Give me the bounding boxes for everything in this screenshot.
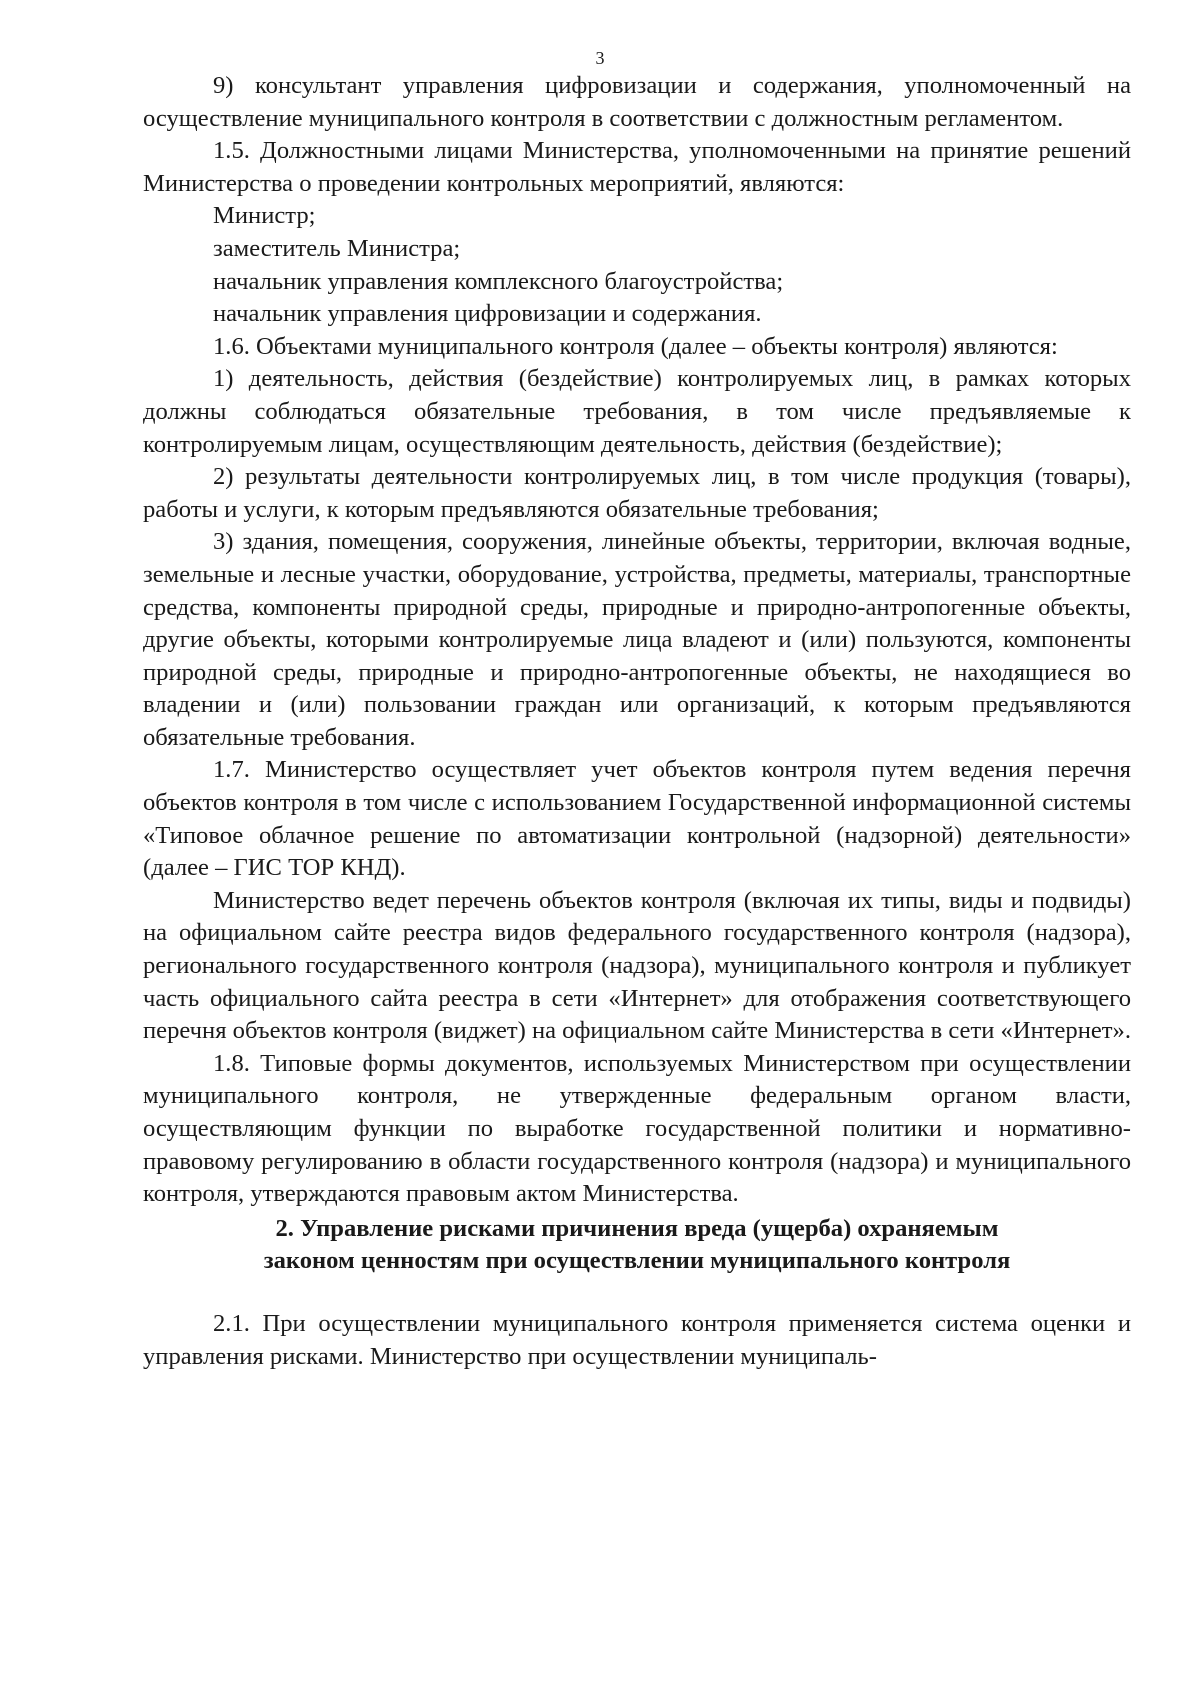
paragraph-1-8: 1.8. Типовые формы документов, используемых Министерством при осуществлении муниципального контроля, не утвержденные федеральным органом власти, осуществляющим функции по выработке государственной политики и нормативно-правовому регулированию в области государственного контроля (надзора) и муниципального контроля, утверждаются правовым актом Министерства. <box>143 1049 1131 1208</box>
document-body <box>143 70 1131 1373</box>
list-item-head-landscaping: начальник управления комплексного благоустройства; <box>213 267 784 295</box>
paragraph-1-6-item-3: 3) здания, помещения, сооружения, линейные объекты, территории, включая водные, земельные и лесные участки, оборудование, устройства, предметы, материалы, транспортные средства, компоненты природной среды, природные и природно-антропогенные объекты, другие объекты, которыми контролируемые лица владеют и (или) пользуются, компоненты природной среды, природные и природно-антропогенные объекты, не находящиеся во владении и (или) пользовании граждан или организаций, к которым предъявляются обязательные требования. <box>143 528 1131 751</box>
list-item-deputy-minister: заместитель Министра; <box>213 234 461 262</box>
list-item-head-digitalization: начальник управления цифровизации и содержания. <box>213 300 762 328</box>
paragraph-1-6-item-2: 2) результаты деятельности контролируемых лиц, в том числе продукция (товары), работы и услуги, к которым предъявляются обязательные требования; <box>143 463 1131 523</box>
section-heading-line-2: законом ценностям при осуществлении муниципального контроля <box>263 1247 1011 1275</box>
paragraph-1-6: 1.6. Объектами муниципального контроля (далее – объекты контроля) являются: <box>213 332 1058 360</box>
section-2-heading <box>143 1213 1131 1278</box>
paragraph-registry: Министерство ведет перечень объектов контроля (включая их типы, виды и подвиды) на официальном сайте реестра видов федерального государственного контроля (надзора), регионального государственного контроля (надзора), муниципального контроля и публикует часть официального сайта реестра в сети «Интернет» для отображения соответствующего перечня объектов контроля (виджет) на официальном сайте Министерства в сети «Интернет». <box>143 886 1131 1045</box>
paragraph-9-consultant: 9) консультант управления цифровизации и содержания, уполномоченный на осуществление муниципального контроля в соответствии с должностным регламентом. <box>143 72 1131 132</box>
paragraph-1-6-item-1: 1) деятельность, действия (бездействие) контролируемых лиц, в рамках которых должны соблюдаться обязательные требования, в том числе предъявляемые к контролируемым лицам, осуществляющим деятельность, действия (бездействие); <box>143 365 1131 458</box>
list-item-minister: Министр; <box>213 202 316 230</box>
paragraph-1-5: 1.5. Должностными лицами Министерства, уполномоченными на принятие решений Министерства о проведении контрольных мероприятий, являются: <box>143 137 1131 197</box>
paragraph-2-1: 2.1. При осуществлении муниципального контроля применяется система оценки и управления рисками. Министерство при осуществлении муниципаль- <box>143 1309 1131 1370</box>
page-number: 3 <box>595 48 605 68</box>
section-heading-line-1: 2. Управление рисками причинения вреда (ущерба) охраняемым <box>275 1214 999 1242</box>
paragraph-1-7: 1.7. Министерство осуществляет учет объектов контроля путем ведения перечня объектов контроля в том числе с использованием Государственной информационной системы «Типовое облачное решение по автоматизации контрольной (надзорной) деятельности» (далее – ГИС ТОР КНД). <box>143 756 1131 882</box>
